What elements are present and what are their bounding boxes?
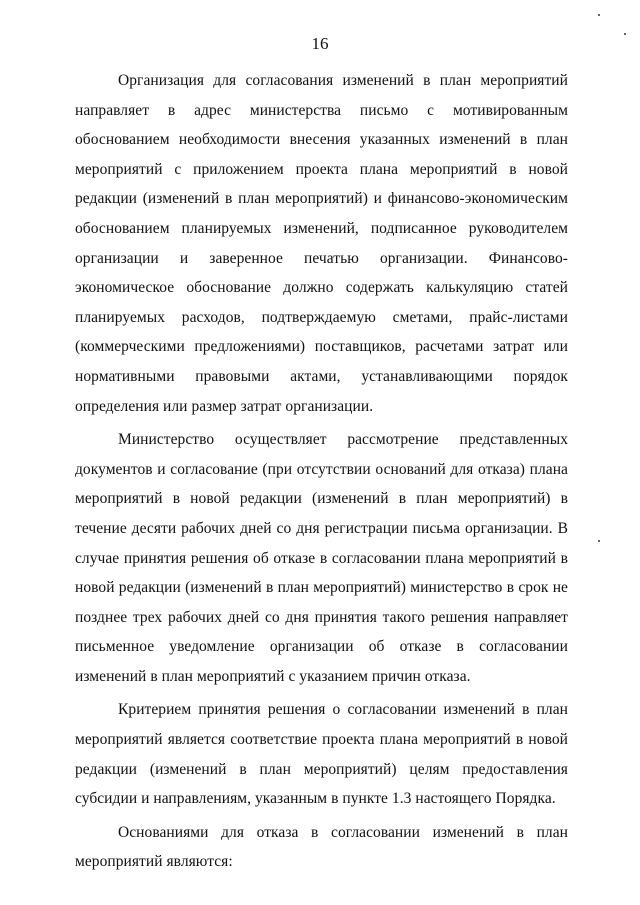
scan-speck <box>598 540 600 542</box>
page-number: 16 <box>311 34 329 53</box>
document-body <box>75 66 568 881</box>
paragraph-refusal-grounds: Основаниями для отказа в согласовании изменений в план мероприятий являются: <box>75 823 568 871</box>
paragraph-approval-criterion: Критерием принятия решения о согласовании изменений в план мероприятий является соответствие проекта плана мероприятий в новой редакции (изменений в план мероприятий) целям предоставления субсидии и направлениям, указанным в пункте 1.3 настоящего Порядка. <box>75 701 568 808</box>
paragraph-ministry-review: Министерство осуществляет рассмотрение представленных документов и согласование (при отсутствии оснований для отказа) плана мероприятий в новой редакции (изменений в план мероприятий) в течение десяти рабочих дней со дня регистрации письма организации. В случае принятия решения об отказе в согласовании плана мероприятий в новой редакции (изменений в план мероприятий) министерство в срок не позднее трех рабочих дней со дня принятия такого решения направляет письменное уведомление организации об отказе в согласовании изменений в план мероприятий с указанием причин отказа. <box>75 431 568 685</box>
paragraph-approval-request: Организация для согласования изменений в план мероприятий направляет в адрес министерства письмо с мотивированным обоснованием необходимости внесения указанных изменений в план мероприятий с приложением проекта плана мероприятий в новой редакции (изменений в план мероприятий) и финансово-экономическим обоснованием планируемых изменений, подписанное руководителем организации и заверенное печатью организации. Финансово-экономическое обоснование должно содержать калькуляцию статей планируемых расходов, подтверждаемую сметами, прайс-листами (коммерческими предложениями) поставщиков, расчетами затрат или нормативными правовыми актами, устанавливающими порядок определения или размер затрат организации. <box>75 72 568 415</box>
scan-speck <box>598 14 600 16</box>
scan-speck <box>624 33 626 35</box>
